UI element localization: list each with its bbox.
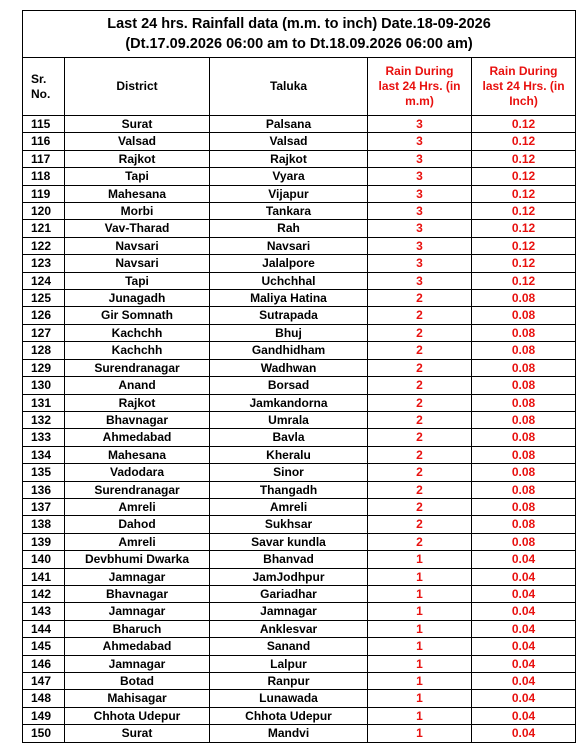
table-row [23,255,576,272]
district-cell: Vav-Tharad [65,220,210,237]
rain-mm-cell: 3 [368,150,472,167]
rain-mm-cell: 1 [368,690,472,707]
rain-mm-cell: 1 [368,725,472,742]
rain-inch-cell: 0.04 [472,655,576,672]
table-row [23,638,576,655]
district-cell: Mahesana [65,185,210,202]
table-row [23,394,576,411]
rain-mm-cell: 1 [368,707,472,724]
taluka-cell: Ranpur [210,673,368,690]
table-row [23,168,576,185]
taluka-cell: Palsana [210,116,368,133]
rain-mm-cell: 2 [368,464,472,481]
district-cell: Morbi [65,203,210,220]
sr-no-cell: 115 [23,116,65,133]
table-row [23,551,576,568]
rain-inch-cell: 0.12 [472,255,576,272]
rain-inch-cell: 0.08 [472,533,576,550]
sr-no-cell: 141 [23,568,65,585]
district-cell: Jamnagar [65,603,210,620]
header-sr-no: Sr. No. [23,58,65,116]
rain-mm-cell: 3 [368,220,472,237]
district-cell: Bhavnagar [65,585,210,602]
rain-mm-cell: 2 [368,394,472,411]
rain-inch-cell: 0.08 [472,446,576,463]
table-row [23,603,576,620]
sr-no-cell: 138 [23,516,65,533]
table-row [23,655,576,672]
rain-inch-cell: 0.08 [472,377,576,394]
rainfall-table [22,10,576,743]
rain-mm-cell: 2 [368,516,472,533]
rain-mm-cell: 3 [368,272,472,289]
sr-no-cell: 121 [23,220,65,237]
rain-mm-cell: 1 [368,568,472,585]
district-cell: Ahmedabad [65,429,210,446]
district-cell: Jamnagar [65,568,210,585]
rain-mm-cell: 2 [368,290,472,307]
rain-inch-cell: 0.08 [472,464,576,481]
taluka-cell: Lunawada [210,690,368,707]
rain-mm-cell: 1 [368,585,472,602]
header-rain-inch: Rain During last 24 Hrs. (in Inch) [472,58,576,116]
sr-no-cell: 136 [23,481,65,498]
table-row [23,620,576,637]
header-district: District [65,58,210,116]
table-row [23,290,576,307]
rain-inch-cell: 0.12 [472,168,576,185]
sr-no-cell: 144 [23,620,65,637]
district-cell: Vadodara [65,464,210,481]
taluka-cell: Jamnagar [210,603,368,620]
district-cell: Devbhumi Dwarka [65,551,210,568]
district-cell: Anand [65,377,210,394]
table-row [23,377,576,394]
taluka-cell: Mandvi [210,725,368,742]
table-row [23,673,576,690]
rain-inch-cell: 0.08 [472,516,576,533]
rain-mm-cell: 3 [368,237,472,254]
header-taluka: Taluka [210,58,368,116]
rain-inch-cell: 0.04 [472,673,576,690]
table-row [23,725,576,742]
rain-inch-cell: 0.08 [472,290,576,307]
taluka-cell: Tankara [210,203,368,220]
taluka-cell: JamJodhpur [210,568,368,585]
rain-mm-cell: 2 [368,533,472,550]
table-row [23,498,576,515]
sr-no-cell: 120 [23,203,65,220]
taluka-cell: Valsad [210,133,368,150]
rain-inch-cell: 0.08 [472,498,576,515]
taluka-cell: Gandhidham [210,342,368,359]
district-cell: Navsari [65,255,210,272]
rain-inch-cell: 0.08 [472,359,576,376]
sr-no-cell: 132 [23,411,65,428]
rain-inch-cell: 0.08 [472,411,576,428]
table-row [23,411,576,428]
header-row [23,58,576,116]
district-cell: Surendranagar [65,481,210,498]
taluka-cell: Umrala [210,411,368,428]
sr-no-cell: 116 [23,133,65,150]
rain-inch-cell: 0.04 [472,707,576,724]
district-cell: Tapi [65,168,210,185]
taluka-cell: Kheralu [210,446,368,463]
sr-no-cell: 118 [23,168,65,185]
sr-no-cell: 124 [23,272,65,289]
taluka-cell: Rah [210,220,368,237]
table-row [23,446,576,463]
table-row [23,707,576,724]
table-row [23,342,576,359]
district-cell: Tapi [65,272,210,289]
sr-no-cell: 123 [23,255,65,272]
sr-no-cell: 146 [23,655,65,672]
rain-inch-cell: 0.04 [472,725,576,742]
rain-inch-cell: 0.12 [472,150,576,167]
sr-no-cell: 131 [23,394,65,411]
title-line-2: (Dt.17.09.2026 06:00 am to Dt.18.09.2026 06:00 am) [125,36,473,52]
rain-inch-cell: 0.04 [472,638,576,655]
rain-mm-cell: 2 [368,498,472,515]
table-row [23,359,576,376]
rain-mm-cell: 3 [368,133,472,150]
taluka-cell: Vyara [210,168,368,185]
sr-no-cell: 127 [23,324,65,341]
sr-no-cell: 130 [23,377,65,394]
rain-inch-cell: 0.04 [472,551,576,568]
sr-no-cell: 133 [23,429,65,446]
sr-no-cell: 134 [23,446,65,463]
rain-inch-cell: 0.12 [472,272,576,289]
taluka-cell: Sukhsar [210,516,368,533]
rain-mm-cell: 2 [368,446,472,463]
table-row [23,272,576,289]
taluka-cell: Amreli [210,498,368,515]
taluka-cell: Uchchhal [210,272,368,289]
taluka-cell: Thangadh [210,481,368,498]
rain-mm-cell: 2 [368,342,472,359]
rain-mm-cell: 2 [368,324,472,341]
district-cell: Valsad [65,133,210,150]
table-row [23,150,576,167]
rain-inch-cell: 0.08 [472,307,576,324]
table-row [23,533,576,550]
taluka-cell: Maliya Hatina [210,290,368,307]
district-cell: Amreli [65,498,210,515]
rain-inch-cell: 0.12 [472,203,576,220]
rain-mm-cell: 3 [368,185,472,202]
sr-no-cell: 143 [23,603,65,620]
rain-mm-cell: 2 [368,411,472,428]
rain-mm-cell: 3 [368,203,472,220]
rain-inch-cell: 0.08 [472,481,576,498]
table-row [23,133,576,150]
district-cell: Navsari [65,237,210,254]
district-cell: Rajkot [65,150,210,167]
taluka-cell: Bhanvad [210,551,368,568]
taluka-cell: Sanand [210,638,368,655]
district-cell: Ahmedabad [65,638,210,655]
district-cell: Bhavnagar [65,411,210,428]
sr-no-cell: 147 [23,673,65,690]
rain-mm-cell: 2 [368,307,472,324]
rain-mm-cell: 3 [368,255,472,272]
sr-no-cell: 137 [23,498,65,515]
sr-no-cell: 148 [23,690,65,707]
district-cell: Kachchh [65,324,210,341]
sr-no-cell: 145 [23,638,65,655]
rain-inch-cell: 0.04 [472,585,576,602]
district-cell: Surat [65,116,210,133]
district-cell: Gir Somnath [65,307,210,324]
table-row [23,307,576,324]
header-rain-mm: Rain During last 24 Hrs. (in m.m) [368,58,472,116]
sr-no-cell: 135 [23,464,65,481]
district-cell: Amreli [65,533,210,550]
table-row [23,464,576,481]
taluka-cell: Bavla [210,429,368,446]
district-cell: Chhota Udepur [65,707,210,724]
taluka-cell: Navsari [210,237,368,254]
sr-no-cell: 125 [23,290,65,307]
sr-no-cell: 117 [23,150,65,167]
rain-mm-cell: 1 [368,603,472,620]
table-body [23,116,576,743]
table-row [23,116,576,133]
sr-no-cell: 129 [23,359,65,376]
rain-inch-cell: 0.08 [472,342,576,359]
taluka-cell: Bhuj [210,324,368,341]
rain-inch-cell: 0.04 [472,690,576,707]
table-row [23,185,576,202]
table-row [23,237,576,254]
table-row [23,429,576,446]
district-cell: Kachchh [65,342,210,359]
rain-mm-cell: 2 [368,359,472,376]
taluka-cell: Rajkot [210,150,368,167]
rain-mm-cell: 1 [368,620,472,637]
district-cell: Rajkot [65,394,210,411]
table-row [23,324,576,341]
rainfall-report [22,10,575,743]
rain-inch-cell: 0.12 [472,220,576,237]
district-cell: Jamnagar [65,655,210,672]
rain-inch-cell: 0.12 [472,116,576,133]
taluka-cell: Jamkandorna [210,394,368,411]
sr-no-cell: 126 [23,307,65,324]
sr-no-cell: 122 [23,237,65,254]
taluka-cell: Chhota Udepur [210,707,368,724]
sr-no-cell: 150 [23,725,65,742]
rain-inch-cell: 0.12 [472,185,576,202]
report-title [23,11,576,58]
sr-no-cell: 142 [23,585,65,602]
table-row [23,568,576,585]
rain-mm-cell: 1 [368,638,472,655]
district-cell: Mahesana [65,446,210,463]
rain-inch-cell: 0.08 [472,394,576,411]
rain-inch-cell: 0.04 [472,603,576,620]
rain-inch-cell: 0.12 [472,133,576,150]
taluka-cell: Wadhwan [210,359,368,376]
rain-mm-cell: 2 [368,377,472,394]
table-row [23,690,576,707]
rain-mm-cell: 2 [368,429,472,446]
taluka-cell: Anklesvar [210,620,368,637]
taluka-cell: Borsad [210,377,368,394]
sr-no-cell: 128 [23,342,65,359]
district-cell: Surendranagar [65,359,210,376]
district-cell: Bharuch [65,620,210,637]
table-row [23,516,576,533]
rain-mm-cell: 1 [368,655,472,672]
rain-inch-cell: 0.04 [472,568,576,585]
taluka-cell: Vijapur [210,185,368,202]
rain-inch-cell: 0.04 [472,620,576,637]
district-cell: Junagadh [65,290,210,307]
rain-mm-cell: 1 [368,551,472,568]
taluka-cell: Sinor [210,464,368,481]
title-line-1: Last 24 hrs. Rainfall data (m.m. to inch) Date.18-09-2026 [107,16,491,32]
rain-inch-cell: 0.08 [472,429,576,446]
district-cell: Botad [65,673,210,690]
table-row [23,203,576,220]
table-row [23,585,576,602]
taluka-cell: Gariadhar [210,585,368,602]
sr-no-cell: 119 [23,185,65,202]
sr-no-cell: 149 [23,707,65,724]
table-row [23,220,576,237]
rain-inch-cell: 0.08 [472,324,576,341]
table-row [23,481,576,498]
sr-no-cell: 140 [23,551,65,568]
taluka-cell: Jalalpore [210,255,368,272]
rain-inch-cell: 0.12 [472,237,576,254]
rain-mm-cell: 3 [368,116,472,133]
taluka-cell: Savar kundla [210,533,368,550]
taluka-cell: Sutrapada [210,307,368,324]
sr-no-cell: 139 [23,533,65,550]
district-cell: Dahod [65,516,210,533]
district-cell: Surat [65,725,210,742]
rain-mm-cell: 2 [368,481,472,498]
rain-mm-cell: 1 [368,673,472,690]
rain-mm-cell: 3 [368,168,472,185]
taluka-cell: Lalpur [210,655,368,672]
district-cell: Mahisagar [65,690,210,707]
